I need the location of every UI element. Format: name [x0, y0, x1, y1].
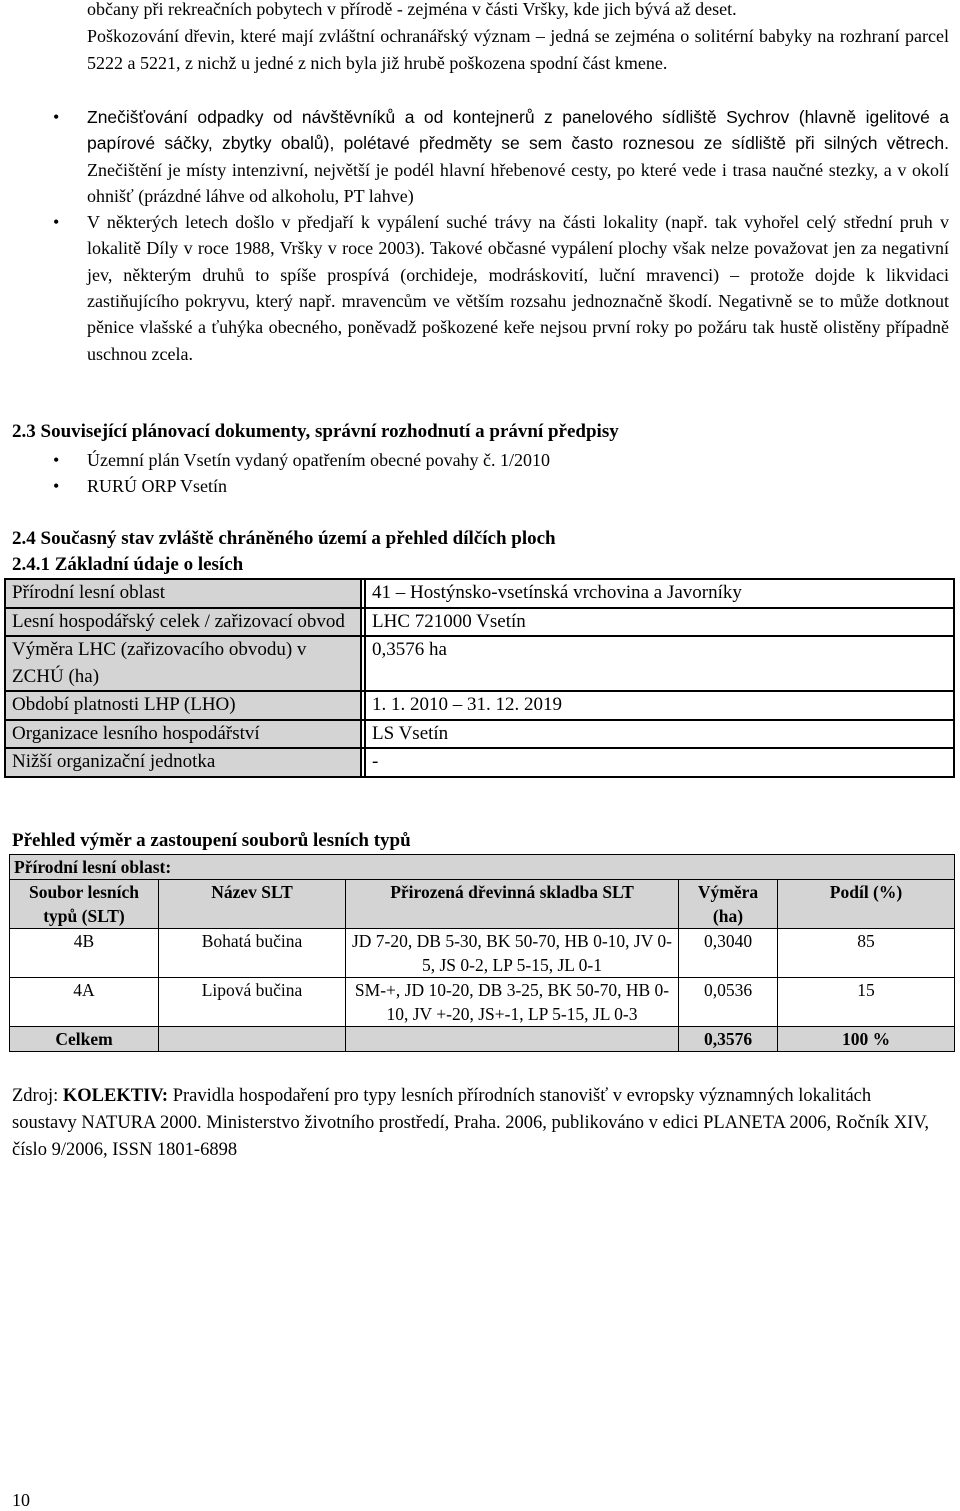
info-value: 41 – Hostýnsko-vsetínská vrchovina a Javorníky	[365, 579, 954, 608]
table-row	[10, 978, 955, 1027]
page-number: 10	[12, 1490, 30, 1510]
slt-area: 0,3040	[679, 929, 778, 978]
info-label: Přírodní lesní oblast	[5, 579, 361, 608]
documents-list	[87, 447, 949, 500]
table-total-row	[10, 1027, 955, 1052]
info-label: Období platnosti LHP (LHO)	[5, 691, 361, 720]
issue-text-serif: Znečištění je místy intenzivní, největší je podél hlavní hřebenové cesty, po které vede i trasa naučné stezky, a v okolí ohnišť (prázdné láhve od alkoholu, PT lahve)	[87, 159, 949, 206]
column-header: Podíl (%)	[778, 880, 955, 929]
slt-share: 85	[778, 929, 955, 978]
info-value: 1. 1. 2010 – 31. 12. 2019	[365, 691, 954, 720]
info-label: Lesní hospodářský celek / zařizovací obvod	[5, 608, 361, 637]
slt-composition: JD 7-20, DB 5-30, BK 50-70, HB 0-10, JV 0-5, JS 0-2, LP 5-15, JL 0-1	[346, 929, 679, 978]
slt-code: 4B	[10, 929, 159, 978]
table-row	[5, 579, 954, 608]
section-heading-2-4: 2.4 Současný stav zvláště chráněného území a přehled dílčích ploch	[12, 528, 556, 549]
source-citation	[12, 1083, 932, 1164]
slt-table	[9, 854, 955, 1052]
table-header-row	[10, 880, 955, 929]
column-header: Přirozená dřevinná skladba SLT	[346, 880, 679, 929]
forest-info-table	[4, 578, 955, 778]
slt-name: Bohatá bučina	[159, 929, 346, 978]
table-row	[5, 748, 954, 777]
issue-text-sans: Znečišťování odpadky od návštěvníků a od kontejnerů z panelového sídliště Sychrov (hlavně igelitové a papírové sáčky, zbytky obalů), polétavé předměty se sem často roznesou ze sídliště při silných větrech.	[87, 107, 949, 154]
info-label: Organizace lesního hospodářství	[5, 720, 361, 749]
slt-section-title: Přehled výměr a zastoupení souborů lesních typů	[12, 830, 411, 851]
section-heading-2-3: 2.3 Související plánovací dokumenty, správní rozhodnutí a právní předpisy	[12, 421, 619, 442]
table-row	[10, 855, 955, 880]
table-row	[5, 720, 954, 749]
info-label: Výměra LHC (zařizovacího obvodu) v ZCHÚ (ha)	[5, 636, 361, 691]
table-row	[5, 636, 954, 691]
slt-share: 15	[778, 978, 955, 1027]
info-value: -	[365, 748, 954, 777]
list-item: • RURÚ ORP Vsetín	[87, 473, 949, 499]
table-row	[5, 608, 954, 637]
info-label: Nižší organizační jednotka	[5, 748, 361, 777]
intro-line-1: občany při rekreačních pobytech v přírodě - zejména v části Vršky, kde jich bývá až deset.	[87, 0, 737, 19]
slt-name: Lipová bučina	[159, 978, 346, 1027]
column-header: Název SLT	[159, 880, 346, 929]
info-value: LHC 721000 Vsetín	[365, 608, 954, 637]
slt-top-label: Přírodní lesní oblast:	[10, 855, 955, 880]
column-header: Výměra (ha)	[679, 880, 778, 929]
total-share: 100 %	[778, 1027, 955, 1052]
slt-code: 4A	[10, 978, 159, 1027]
list-item: • V některých letech došlo v předjaří k vypálení suché trávy na části lokality (např. tak vyhořel celý střední pruh v lokalitě Díly v roce 1988, Vršky v roce 2003). Takové občasné vypálení plochy však nelze považovat jen za negativní jev, některým druhů to spíše prospívá (orchideje, modráskovití, luční mravenci) – protože dojde k likvidaci zastiňujícího pokryvu, který např. mravencům ve větším rozsahu jednoznačně škodí. Negativně se to může dotknout pěnice vlašské a ťuhýka obecného, poněvadž poškozené keře nejsou první roky po požáru tak hustě olistěny případně uschnou zcela.	[87, 209, 949, 367]
slt-composition: SM-+, JD 10-20, DB 3-25, BK 50-70, HB 0-10, JV +-20, JS+-1, LP 5-15, JL 0-3	[346, 978, 679, 1027]
intro-text	[87, 0, 949, 77]
slt-area: 0,0536	[679, 978, 778, 1027]
intro-line-2: Poškozování dřevin, které mají zvláštní ochranářský význam – jedná se zejména o solitérní babyky na rozhraní parcel 5222 a 5221, z nichž u jedné z nich byla již hrubě poškozena spodní část kmene.	[87, 26, 949, 73]
issues-list	[87, 104, 949, 367]
info-value: 0,3576 ha	[365, 636, 954, 691]
table-row	[5, 691, 954, 720]
table-row	[10, 929, 955, 978]
source-prefix: Zdroj:	[12, 1086, 63, 1106]
source-author: KOLEKTIV:	[62, 1086, 169, 1106]
info-value: LS Vsetín	[365, 720, 954, 749]
list-item: • Územní plán Vsetín vydaný opatřením obecné povahy č. 1/2010	[87, 447, 949, 473]
source-text: Pravidla hospodaření pro typy lesních přírodních stanovišť v evropsky významných lokalitách soustavy NATURA 2000. Ministerstvo životního prostředí, Praha. 2006, publikováno v edici PLANETA 2006, Ročník XIV, číslo 9/2006, ISSN 1801-6898	[12, 1086, 929, 1160]
section-heading-2-4-1: 2.4.1 Základní údaje o lesích	[12, 554, 244, 575]
list-item	[87, 104, 949, 209]
total-area: 0,3576	[679, 1027, 778, 1052]
column-header: Soubor lesních typů (SLT)	[10, 880, 159, 929]
total-label: Celkem	[10, 1027, 159, 1052]
